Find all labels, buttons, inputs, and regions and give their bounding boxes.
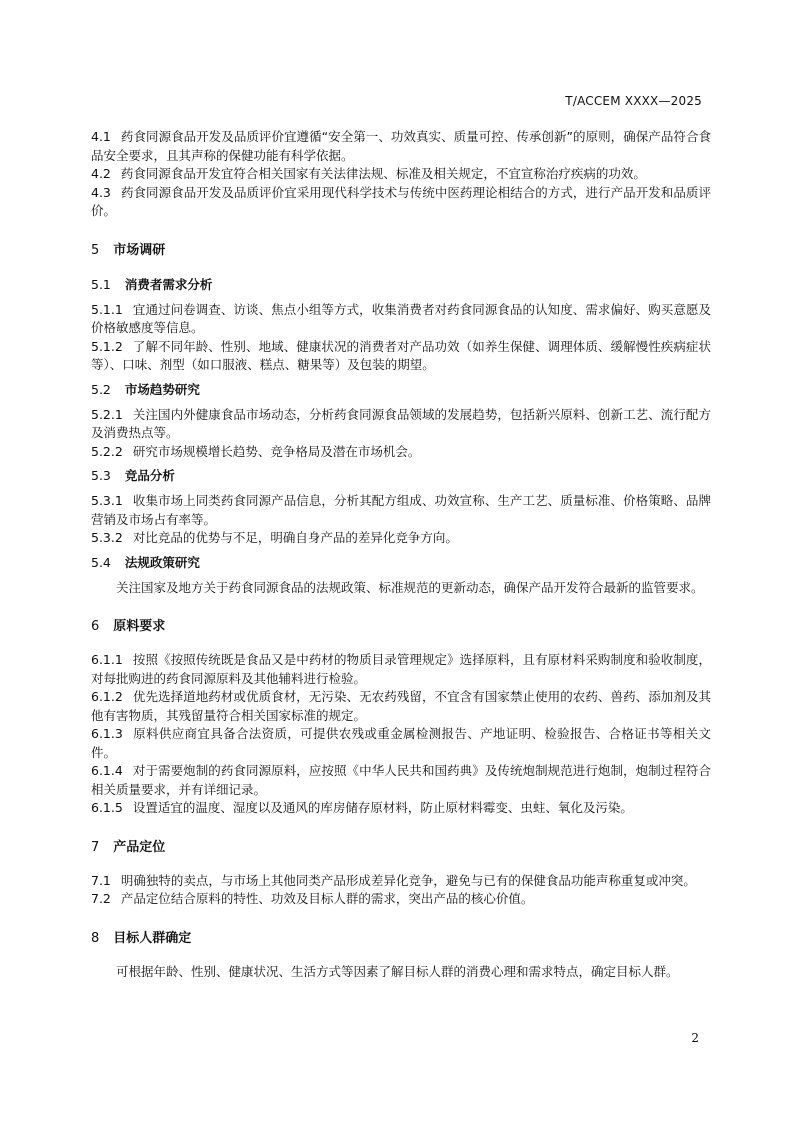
clause-number: 6.1.3 bbox=[91, 726, 123, 741]
clause-number: 4.3 bbox=[91, 184, 111, 200]
subsection-heading bbox=[91, 380, 711, 400]
clause-text: 对比竞品的优势与不足，明确自身产品的差异化竞争方向。 bbox=[132, 530, 458, 545]
clause-text: 竞品分析 bbox=[124, 468, 175, 483]
clause-text: 消费者需求分析 bbox=[124, 276, 213, 292]
clause-number: 5.2 bbox=[91, 381, 111, 397]
clause-paragraph bbox=[91, 301, 711, 338]
clause-text: 产品定位结合原料的特性、功效及目标人群的需求，突出产品的核心价值。 bbox=[120, 891, 534, 906]
clause-text: 设置适宜的温度、湿度以及通风的库房储存原材料，防止原材料霉变、虫蛀、氧化及污染。 bbox=[132, 800, 633, 815]
clause-text: 关注国家及地方关于药食同源食品的法规政策、标准规范的更新动态，确保产品开发符合最新的监管要求。 bbox=[116, 579, 704, 595]
clause-paragraph bbox=[91, 184, 711, 221]
clause-text: 按照《按照传统既是食品又是中药材的物质目录管理规定》选择原料，且有原材料采购制度和验收制度，对每批购进的药食同源原料及其他辅料进行检验。 bbox=[91, 652, 711, 686]
clause-text: 对于需要炮制的药食同源原料，应按照《中华人民共和国药典》及传统炮制规范进行炮制，炮制过程符合相关质量要求，并有详细记录。 bbox=[91, 763, 711, 797]
clause-text: 收集市场上同类药食同源产品信息，分析其配方组成、功效宣称、生产工艺、质量标准、价格策略、品牌营销及市场占有率等。 bbox=[91, 493, 711, 527]
subsection-heading bbox=[91, 275, 711, 295]
clause-paragraph bbox=[91, 165, 711, 184]
clause-paragraph bbox=[91, 688, 711, 725]
clause-text: 优先选择道地药材或优质食材，无污染、无农药残留，不宜含有国家禁止使用的农药、兽药、添加剂及其他有害物质，其残留量符合相关国家标准的规定。 bbox=[91, 689, 711, 723]
clause-text: 药食同源食品开发宜符合相关国家有关法律法规、标准及相关规定，不宜宣称治疗疾病的功效。 bbox=[120, 166, 646, 181]
clause-paragraph bbox=[91, 443, 711, 462]
clause-paragraph bbox=[91, 338, 711, 375]
clause-number: 5.1 bbox=[91, 276, 111, 292]
header-rule bbox=[91, 112, 702, 113]
clause-text: 市场调研 bbox=[113, 242, 166, 258]
clause-number: 7.2 bbox=[91, 891, 111, 906]
clause-number: 4.2 bbox=[91, 166, 111, 181]
clause-paragraph bbox=[91, 406, 711, 443]
clause-number: 7.1 bbox=[91, 872, 111, 888]
clause-number: 6.1.5 bbox=[91, 800, 123, 815]
clause-number: 6.1.2 bbox=[91, 689, 123, 704]
section-heading bbox=[91, 929, 711, 949]
subsection-heading bbox=[91, 553, 711, 573]
clause-paragraph bbox=[91, 529, 711, 548]
clause-text: 药食同源食品开发及品质评价宜遵循“安全第一、功效真实、质量可控、传承创新”的原则，确保产品符合食品安全要求，且其声称的保健功能有科学依据。 bbox=[91, 129, 711, 163]
clause-text: 宜通过问卷调查、访谈、焦点小组等方式，收集消费者对药食同源食品的认知度、需求偏好、购买意愿及价格敏感度等信息。 bbox=[91, 301, 711, 335]
clause-paragraph bbox=[91, 725, 711, 762]
clause-text: 明确独特的卖点，与市场上其他同类产品形成差异化竞争，避免与已有的保健食品功能声称重复或冲突。 bbox=[120, 872, 696, 888]
document-code: T/ACCEM XXXX—2025 bbox=[565, 94, 702, 108]
clause-text: 了解不同年龄、性别、地域、健康状况的消费者对产品功效（如养生保健、调理体质、缓解慢性疾病症状等）、口味、剂型（如口服液、糕点、糖果等）及包装的期望。 bbox=[91, 338, 711, 372]
document-body bbox=[91, 128, 711, 981]
clause-text: 产品定位 bbox=[113, 839, 166, 855]
clause-number: 5.1.1 bbox=[91, 301, 123, 317]
section-heading bbox=[91, 838, 711, 858]
clause-number: 5.3.1 bbox=[91, 493, 123, 508]
page-number: 2 bbox=[691, 1031, 699, 1045]
clause-text: 市场趋势研究 bbox=[124, 381, 200, 397]
clause-number: 5.3.2 bbox=[91, 530, 123, 545]
clause-paragraph bbox=[91, 890, 711, 909]
clause-number: 6 bbox=[91, 619, 100, 634]
clause-paragraph bbox=[91, 799, 711, 818]
clause-number: 4.1 bbox=[91, 129, 111, 144]
clause-text: 可根据年龄、性别、健康状况、生活方式等因素了解目标人群的消费心理和需求特点，确定目标人群。 bbox=[116, 963, 679, 979]
clause-number: 5.4 bbox=[91, 554, 111, 570]
clause-paragraph bbox=[91, 872, 711, 891]
clause-paragraph bbox=[91, 492, 711, 529]
clause-paragraph bbox=[91, 128, 711, 165]
clause-number: 6.1.1 bbox=[91, 652, 123, 667]
clause-text: 法规政策研究 bbox=[124, 554, 200, 570]
clause-paragraph bbox=[91, 651, 711, 688]
clause-text: 药食同源食品开发及品质评价宜采用现代科学技术与传统中医药理论相结合的方式，进行产品开发和品质评价。 bbox=[91, 184, 711, 218]
clause-text: 目标人群确定 bbox=[113, 930, 192, 946]
clause-text: 原料供应商宜具备合法资质，可提供农残或重金属检测报告、产地证明、检验报告、合格证书等相关文件。 bbox=[91, 726, 711, 760]
clause-text: 原料要求 bbox=[113, 619, 166, 634]
subsection-heading bbox=[91, 466, 711, 486]
clause-number: 5.2.1 bbox=[91, 406, 123, 422]
clause-number: 5 bbox=[91, 242, 100, 258]
section-heading bbox=[91, 617, 711, 637]
section-heading bbox=[91, 241, 711, 261]
clause-paragraph bbox=[91, 963, 711, 982]
clause-text: 研究市场规模增长趋势、竞争格局及潜在市场机会。 bbox=[132, 443, 421, 459]
clause-number: 8 bbox=[91, 930, 100, 946]
clause-number: 6.1.4 bbox=[91, 763, 123, 778]
clause-number: 5.3 bbox=[91, 468, 111, 483]
clause-number: 7 bbox=[91, 839, 100, 855]
clause-number: 5.2.2 bbox=[91, 443, 123, 459]
clause-paragraph bbox=[91, 762, 711, 799]
clause-number: 5.1.2 bbox=[91, 338, 123, 354]
clause-paragraph bbox=[91, 579, 711, 598]
clause-text: 关注国内外健康食品市场动态，分析药食同源食品领域的发展趋势，包括新兴原料、创新工艺、流行配方及消费热点等。 bbox=[91, 406, 711, 440]
